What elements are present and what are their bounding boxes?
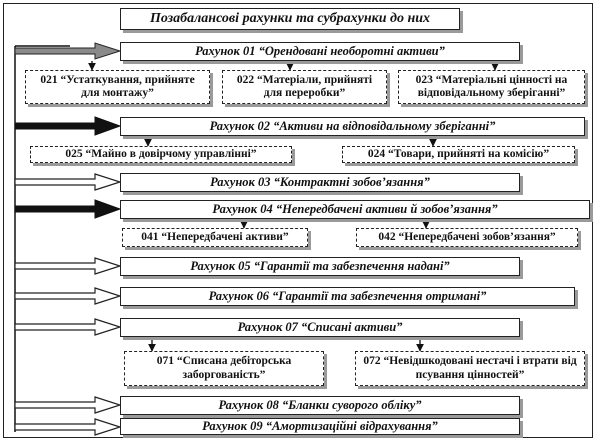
arrow-to-account-07	[15, 319, 120, 335]
subaccount-023-box: 023 “Матеріальні цінності на відповідальному зберіганні”	[398, 70, 585, 104]
diagram-title: Позабалансові рахунки та субрахунки до них	[120, 8, 460, 30]
arrow-to-account-02	[15, 117, 120, 135]
account-02-box: Рахунок 02 “Активи на відповідальному зберіганні”	[120, 117, 585, 136]
account-09-box: Рахунок 09 “Амортизаційні відрахування”	[120, 418, 520, 435]
subaccount-024-box: 024 “Товари, прийняті на комісію”	[342, 146, 575, 163]
subaccount-022-box: 022 “Матеріали, прийняті для переробки”	[222, 70, 387, 104]
subaccount-041-box: 041 “Непередбачені активи”	[122, 228, 308, 247]
account-05-box: Рахунок 05 “Гарантії та забезпечення надані”	[120, 257, 520, 276]
account-06-box: Рахунок 06 “Гарантії та забезпечення отримані”	[120, 287, 575, 306]
account-03-box: Рахунок 03 “Контрактні зобов’язання”	[120, 173, 520, 192]
arrow-to-account-03	[15, 174, 120, 190]
arrow-to-account-09	[15, 419, 120, 435]
arrow-to-account-05	[15, 258, 120, 274]
subaccount-071-box: 071 “Списана дебіторська заборгованість”	[124, 351, 324, 386]
subaccount-025-box: 025 “Майно в довірчому управлінні”	[30, 146, 292, 163]
account-01-box: Рахунок 01 “Орендовані необоротні активи”	[120, 42, 520, 61]
subaccount-021-box: 021 “Устаткування, прийняте для монтажу”	[25, 70, 210, 104]
arrow-to-account-08	[15, 397, 120, 413]
arrow-to-account-04	[15, 200, 120, 218]
account-04-box: Рахунок 04 “Непередбачені активи й зобов’язання”	[120, 200, 590, 219]
subaccount-042-box: 042 “Непередбачені зобов’язання”	[356, 228, 578, 247]
arrow-to-account-06	[15, 288, 120, 304]
subaccount-072-box: 072 “Невідшкодовані нестачі і втрати від псування цінностей”	[355, 351, 585, 386]
account-07-box: Рахунок 07 “Списані активи”	[120, 318, 520, 337]
account-08-box: Рахунок 08 “Бланки суворого обліку”	[120, 396, 520, 415]
